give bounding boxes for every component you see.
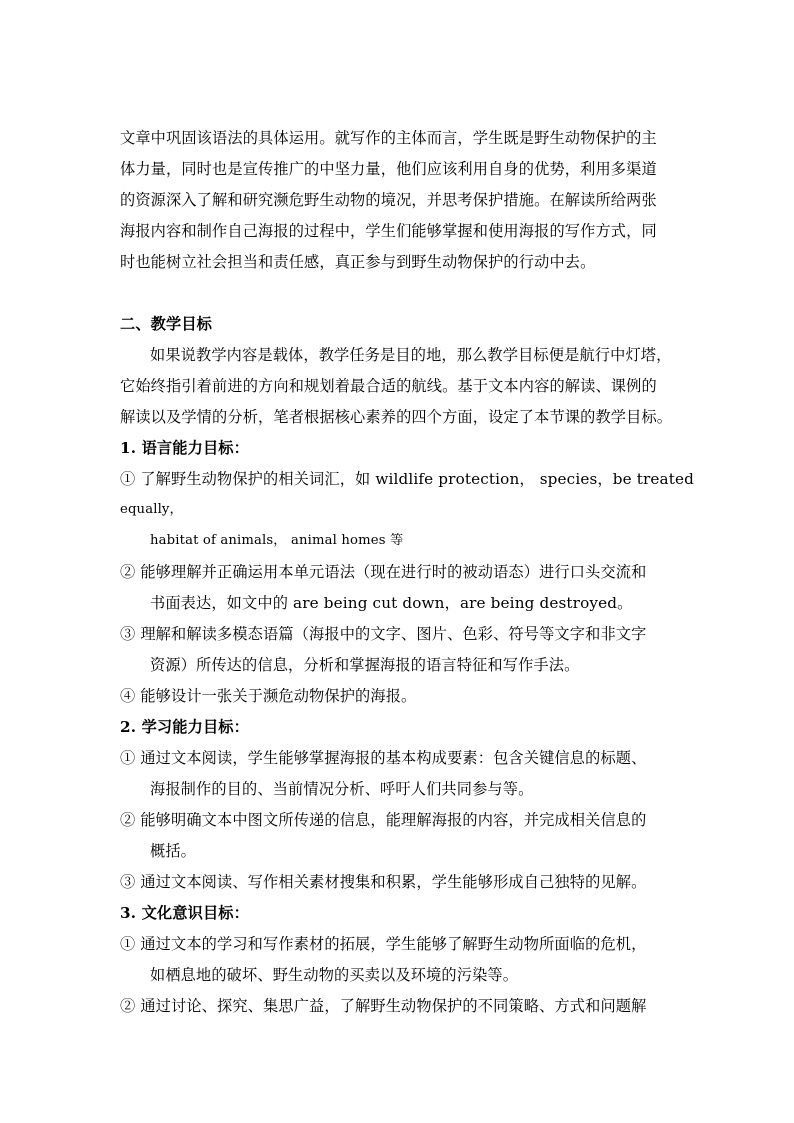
intro-line-3: 的资源深入了解和研究濒危野生动物的境况，并思考保护措施。在解读所给两张 (120, 191, 657, 209)
goal2-title: 2. 学习能力目标： (120, 718, 249, 736)
goal2-item1-line1: ① 通过文本阅读，学生能够掌握海报的基本构成要素：包含关键信息的标题、 (120, 749, 647, 767)
intro-line-2: 体力量，同时也是宣传推广的中坚力量，他们应该利用自身的优势，利用多渠道 (120, 160, 657, 178)
goal1-item2-line1: ② 能够理解并正确运用本单元语法（现在进行时的被动语态）进行口头交流和 (120, 563, 647, 581)
section-heading: 二、教学目标 (120, 315, 213, 333)
intro-line-4: 海报内容和制作自己海报的过程中，学生们能够掌握和使用海报的写作方式，同 (120, 222, 657, 240)
goal3-title: 3. 文化意识目标： (120, 904, 249, 922)
section-paragraph-line-3: 解读以及学情的分析，笔者根据核心素养的四个方面，设定了本节课的教学目标。 (120, 408, 673, 426)
goal2-item1-line2: 海报制作的目的、当前情况分析、呼吁人们共同参与等。 (150, 780, 534, 798)
goal1-item1-line1: ① 了解野生动物保护的相关词汇，如 wildlife protection， species，be treated (120, 470, 695, 488)
intro-line-1: 文章中巩固该语法的具体运用。就写作的主体而言，学生既是野生动物保护的主 (120, 129, 657, 147)
goal3-item1-line2: 如栖息地的破坏、野生动物的买卖以及环境的污染等。 (150, 966, 519, 984)
goal2-item2-line1: ② 能够明确文本中图文所传递的信息，能理解海报的内容，并完成相关信息的 (120, 811, 647, 829)
goal1-title: 1. 语言能力目标： (120, 439, 249, 457)
goal1-item2-line2: 书面表达，如文中的 are being cut down，are being destroyed。 (150, 594, 633, 612)
section-paragraph-line-2: 它始终指引着前进的方向和规划着最合适的航线。基于文本内容的解读、课例的 (120, 377, 657, 395)
goal1-item1-line3: habitat of animals， animal homes 等 (150, 533, 404, 548)
goal3-item2-line1: ② 通过讨论、探究、集思广益，了解野生动物保护的不同策略、方式和问题解 (120, 997, 647, 1015)
section-paragraph-line-1: 如果说教学内容是载体，教学任务是目的地，那么教学目标便是航行中灯塔， (150, 346, 672, 364)
goal1-item3-line1: ③ 理解和解读多模态语篇（海报中的文字、图片、色彩、符号等文字和非文字 (120, 625, 647, 643)
goal1-item4-line1: ④ 能够设计一张关于濒危动物保护的海报。 (120, 687, 417, 705)
goal2-item2-line2: 概括。 (150, 842, 197, 860)
goal1-item3-line2: 资源）所传达的信息，分析和掌握海报的语言特征和写作手法。 (150, 656, 580, 674)
goal3-item1-line1: ① 通过文本的学习和写作素材的拓展，学生能够了解野生动物所面临的危机， (120, 935, 647, 953)
goal2-item3-line1: ③ 通过文本阅读、写作相关素材搜集和积累，学生能够形成自己独特的见解。 (120, 873, 647, 891)
goal1-item1-line2: equally， (120, 502, 183, 517)
intro-line-5: 时也能树立社会担当和责任感，真正参与到野生动物保护的行动中去。 (120, 253, 596, 271)
